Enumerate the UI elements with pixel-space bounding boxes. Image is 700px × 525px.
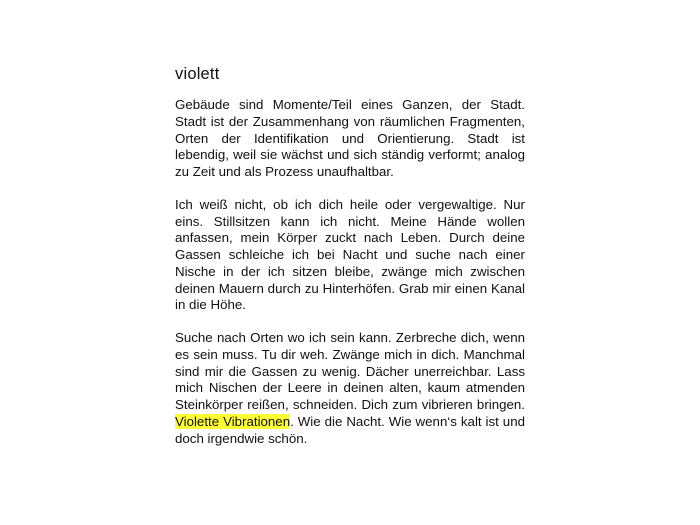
highlighted-phrase: Violette Vibrationen [175,413,291,429]
paragraph-2: Ich weiß nicht, ob ich dich heile oder vergewaltige. Nur eins. Stillsitzen kann ich nicht. Meine Hände wollen anfassen, mein Körper zuckt nach Leben. Durch deine Gassen schleiche ich bei Nacht und suche nach einer Nische in der ich sitzen bleibe, zwänge mich zwischen deinen Mauern durch zu Hinterhöfen. Grab mir einen Kanal in die Höhe. [175,196,525,313]
paragraph-3 [175,330,525,447]
paragraph-3-text-after: . Wie die Nacht. Wie wenn‘s kalt ist und doch irgendwie schön. [175,413,525,446]
document-title: violett [175,65,220,83]
document-page [175,64,525,463]
paragraph-1: Gebäude sind Momente/Teil eines Ganzen, der Stadt. Stadt ist der Zusammenhang von räumlichen Fragmenten, Orten der Identifikation und Orientierung. Stadt ist lebendig, weil sie wächst und sich ständig verformt; analog zu Zeit und als Prozess unaufhaltbar. [175,97,525,179]
paragraph-3-text-before: Suche nach Orten wo ich sein kann. Zerbreche dich, wenn es sein muss. Tu dir weh. Zwänge mich in dich. Manchmal sind mir die Gassen zu wenig. Dächer unerreichbar. Lass mich Nischen der Leere in deinen alten, kaum atmenden Steinkörper reißen, schneiden. Dich zum vibrieren bringen. [175,330,525,412]
